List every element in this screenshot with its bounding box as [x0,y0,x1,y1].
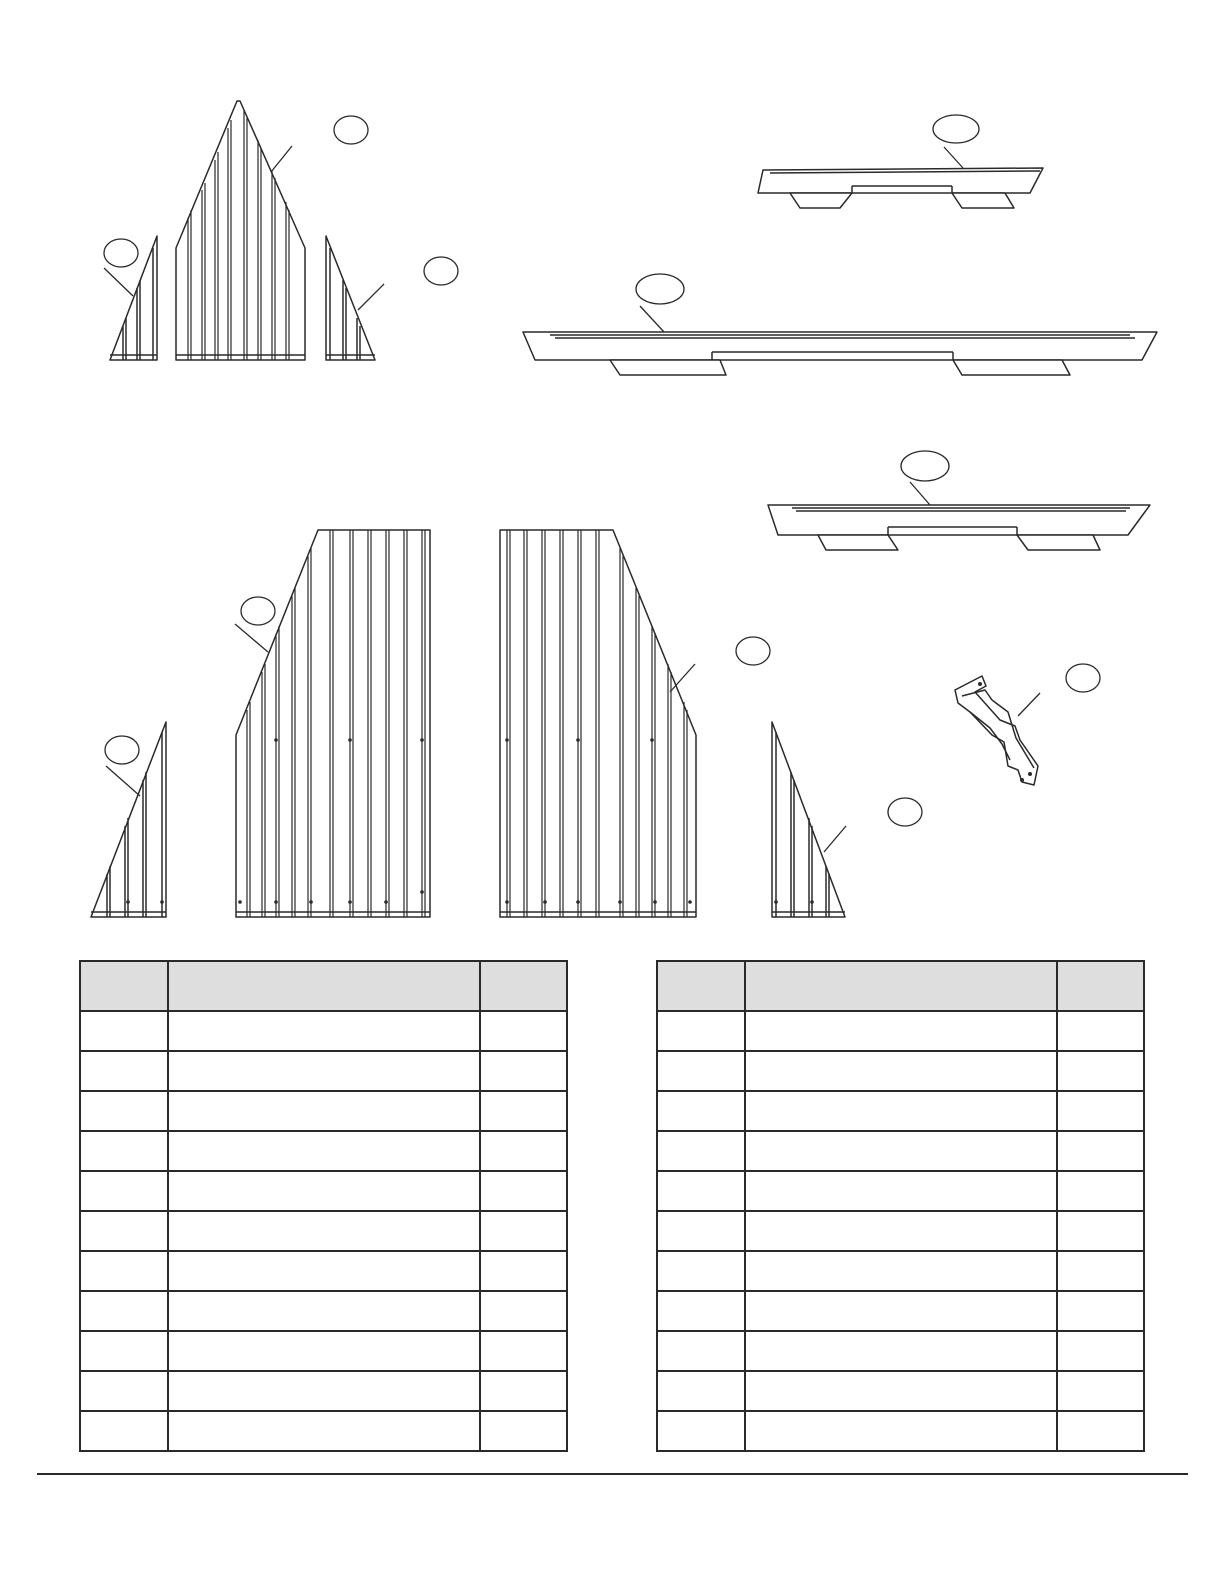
callout-roof-trim-medium [901,451,949,505]
cell-key [80,1171,168,1211]
corner-bracket [955,676,1038,785]
cell-description [168,1171,480,1211]
cell-description [745,1371,1057,1411]
callout-gable-left-corner [105,736,140,796]
table-row [657,1331,1144,1371]
table-row [80,1251,567,1291]
table-row [80,1171,567,1211]
cell-key [657,1331,745,1371]
cell-qty [1057,1091,1144,1131]
cell-key [80,1011,168,1051]
cell-description [168,1371,480,1411]
cell-qty [480,1171,567,1211]
cell-description [168,1011,480,1051]
header-description [745,961,1057,1011]
header-qty [1057,961,1144,1011]
gable-panel-triangle-top [176,101,305,360]
table-header-row [80,961,567,1011]
cell-description [168,1331,480,1371]
table-row [657,1051,1144,1091]
cell-key [80,1411,168,1451]
cell-key [80,1051,168,1091]
gable-panel-left-large [236,530,430,917]
cell-description [745,1291,1057,1331]
callout-gable-right-large [670,637,770,692]
cell-qty [1057,1331,1144,1371]
header-description [168,961,480,1011]
gable-panel-left-corner [91,722,166,917]
cell-qty [1057,1291,1144,1331]
cell-key [657,1371,745,1411]
cell-key [80,1371,168,1411]
cell-description [168,1411,480,1451]
cell-qty [480,1211,567,1251]
cell-qty [1057,1251,1144,1291]
cell-qty [1057,1011,1144,1051]
table-row [657,1411,1144,1451]
cell-description [168,1211,480,1251]
callout-roof-trim-long [636,274,684,332]
table-row [80,1011,567,1051]
table-row [657,1131,1144,1171]
cell-qty [480,1371,567,1411]
callout-gable-right-corner [824,798,922,852]
cell-qty [1057,1051,1144,1091]
cell-qty [1057,1411,1144,1451]
cell-description [745,1091,1057,1131]
cell-qty [1057,1211,1144,1251]
cell-key [80,1091,168,1131]
cell-qty [480,1331,567,1371]
cell-key [80,1211,168,1251]
cell-key [80,1251,168,1291]
table-row [657,1211,1144,1251]
cell-key [80,1331,168,1371]
callout-roof-trim-short [933,115,979,168]
cell-qty [480,1011,567,1051]
table-row [80,1051,567,1091]
header-qty [480,961,567,1011]
cell-key [657,1011,745,1051]
cell-qty [480,1051,567,1091]
header-key [80,961,168,1011]
callout-gable-right-small [358,257,458,310]
cell-key [657,1131,745,1171]
cell-qty [480,1411,567,1451]
parts-table-right [656,960,1145,1452]
gable-panel-right-large [500,530,696,917]
table-row [657,1251,1144,1291]
cell-description [168,1051,480,1091]
cell-description [745,1211,1057,1251]
cell-key [80,1131,168,1171]
header-key [657,961,745,1011]
cell-description [745,1011,1057,1051]
table-row [657,1091,1144,1131]
table-row [80,1411,567,1451]
table-header-row [657,961,1144,1011]
roof-trim-long [523,332,1157,375]
cell-key [657,1211,745,1251]
cell-qty [480,1131,567,1171]
callout-corner-bracket [1018,664,1100,716]
cell-key [657,1091,745,1131]
cell-key [80,1291,168,1331]
cell-description [168,1091,480,1131]
gable-panel-left-small [110,236,157,360]
cell-description [745,1131,1057,1171]
table-row [80,1211,567,1251]
callout-gable-left-large [235,597,275,652]
cell-description [745,1331,1057,1371]
cell-qty [1057,1131,1144,1171]
callout-gable-left-small [104,239,138,296]
table-row [80,1331,567,1371]
table-row [80,1091,567,1131]
roof-trim-medium [768,505,1150,550]
cell-description [745,1051,1057,1091]
table-row [80,1371,567,1411]
cell-qty [1057,1171,1144,1211]
cell-key [657,1251,745,1291]
cell-qty [480,1251,567,1291]
table-row [657,1371,1144,1411]
callout-gable-top [271,116,368,172]
table-row [80,1291,567,1331]
cell-description [168,1251,480,1291]
cell-qty [480,1291,567,1331]
cell-qty [480,1091,567,1131]
footer-divider [37,1473,1188,1475]
cell-key [657,1291,745,1331]
cell-description [168,1291,480,1331]
parts-table-left [79,960,568,1452]
table-row [80,1131,567,1171]
table-row [657,1011,1144,1051]
cell-description [168,1131,480,1171]
gable-panel-right-small [326,236,375,360]
table-row [657,1291,1144,1331]
cell-description [745,1171,1057,1211]
cell-qty [1057,1371,1144,1411]
table-row [657,1171,1144,1211]
cell-key [657,1051,745,1091]
cell-key [657,1171,745,1211]
cell-key [657,1411,745,1451]
cell-description [745,1411,1057,1451]
gable-panel-right-corner [772,722,845,917]
cell-description [745,1251,1057,1291]
roof-trim-short [758,168,1043,208]
